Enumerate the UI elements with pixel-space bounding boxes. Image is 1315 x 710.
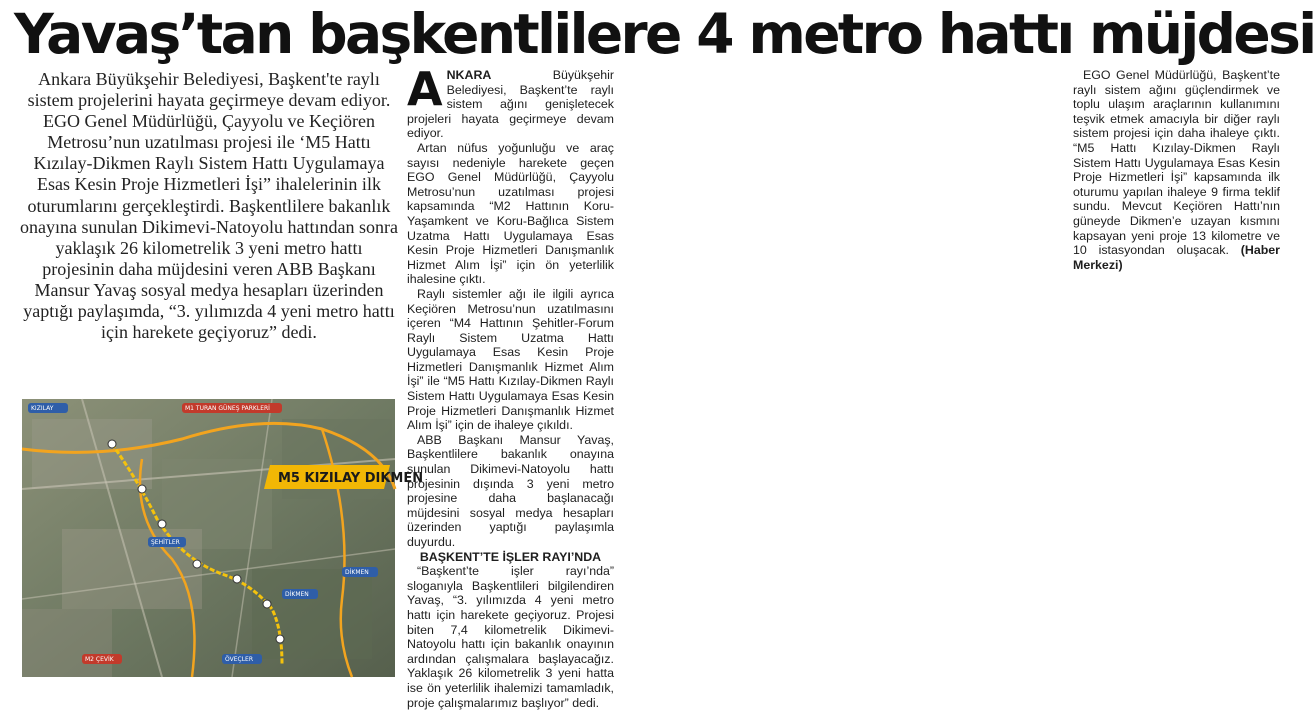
article-paragraph: Artan nüfus yoğunluğu ve araç sayısı nedeniyle harekete geçen EGO Genel Müdürlüğü, Çayyolu Metrosu’nun uzatılması projesi kapsamında “M2 Hattının Koru-Yaşamkent ve Koru-Bağlıca Sistem Uzatma Hattı Uygulamaya Esas Kesin Proje Hizmetleri Danışmanlık Hizmet Alım İşi” için ön yeterlilik ihalesine çıktı. [407,140,614,287]
m5-route-label [264,465,423,489]
lead-paragraph: Ankara Büyükşehir Belediyesi, Başkent'te raylı sistem projelerini hayata geçirmeye devam ediyor. EGO Genel Müdürlüğü, Çayyolu ve Keçiören Metrosu’nun uzatılması projesi ile ‘M5 Hattı Kızılay-Dikmen Raylı Sistem Hattı Uygulamaya Esas Kesin Proje Hizmetleri İşi” ihalelerinin ilk oturumlarını gerçekleştirdi. Başkentlilere bakanlık onayına sunulan Dikimevi-Natoyolu hattından sonra yaklaşık 26 kilometrelik 3 yeni metro hattı projesinin daha müjdesini veren ABB Başkanı Mansur Yavaş sosyal medya hesapları üzerinden yaptığı paylaşımda, “3. yılımızda 4 yeni metro hattı için harekete geçiyoruz” dedi. [20,69,398,343]
article-column-4 [1073,68,1280,679]
article-column-2 [627,68,834,679]
article-column-1 [407,62,614,710]
article-paragraph: EGO Genel Müdürlüğü, Başkent’te raylı sistem ağını güçlendirmek ve toplu ulaşım araçlarının kullanımını teşvik etmek amacıyla bir diğer raylı sistem projesi için daha ihaleye çıktı. “M5 Hattı Kızılay-Dikmen Raylı Sistem Hattı Uygulamaya Esas Kesin Proje Hizmetleri İşi” kapsamında ilk oturumu yapılan ihaleye 9 firma teklif sundu. Mevcut Keçiören Hattı’nın güneyde Dikmen’e uzayan kısmını kapsayan yeni proje 13 kilometre ve 10 istasyondan oluşacak. (Haber Merkezi) [1073,68,1280,272]
headline: Yavaş’tan başkentlilere 4 metro hattı müjdesi [14,2,1315,66]
article-paragraph: Raylı sistemler ağı ile ilgili ayrıca Keçiören Metrosu’nun uzatılmasını içeren “M4 Hattının Şehitler-Forum Raylı Sistem Uzatma Hattı Uygulamaya Esas Kesin Proje Hizmetleri Danışmanlık Hizmet Alım İşi” ile “M5 Hattı Kızılay-Dikmen Raylı Sistem Hattı Uygulamaya Esas Kesin Proje Hizmetleri Danışmanlık Hizmet Alım İşi” için de ihaleye çıkıldı. [407,286,614,433]
article-column-3 [850,68,1057,679]
station-tag: M2 ÇEVİK [85,656,114,663]
station-tag: DİKMEN [285,591,309,598]
station-tag: ŞEHİTLER [151,539,180,546]
station-tag: KIZILAY [31,405,54,412]
article-first-word: NKARA [446,68,492,82]
station-tag: DİKMEN [345,569,369,576]
article-paragraph: “Başkent’te işler rayı’nda” sloganıyla Başkentlileri bilgilendiren Yavaş, “3. yılımızda 4 yeni metro hattı için harekete geçiyoruz. Projesi biten 7,4 kilometrelik Dikimevi-Natoyolu hattı için bakanlık onayının ardından çalışmalara başlayacağız. Yaklaşık 26 kilometrelik 3 yeni hatta ise ön yeterlilik ihalemizi tamamladık, proje çalışmalarımız başlıyor” dedi. [407,564,614,710]
svg-text:M5 KIZILAY DIKMEN: M5 KIZILAY DIKMEN [278,471,424,486]
subheading: BAŞKENT’TE İŞLER RAYI’NDA [419,549,602,564]
station-tag: M1 TURAN GÜNEŞ PARKLERİ [185,405,270,412]
route-map-image [22,399,424,677]
station-tag: ÖVEÇLER [225,656,254,663]
article-paragraph: ABB Başkanı Mansur Yavaş, Başkentlilere bakanlık onayına sunulan Dikimevi-Natoyolu hattı projesinin dışında 3 yeni metro projesine daha başlanacağı müjdesini sosyal medya hesapları üzerinden yaptığı paylaşımla duyurdu. [407,432,614,549]
article-paragraph: ANKARA Büyükşehir Belediyesi, Başkent’te raylı sistem ağını genişletecek projeleri hayata geçirmeye devam ediyor. [407,62,614,141]
dropcap: A [407,62,443,116]
byline: (Haber Merkezi) [1073,243,1280,272]
